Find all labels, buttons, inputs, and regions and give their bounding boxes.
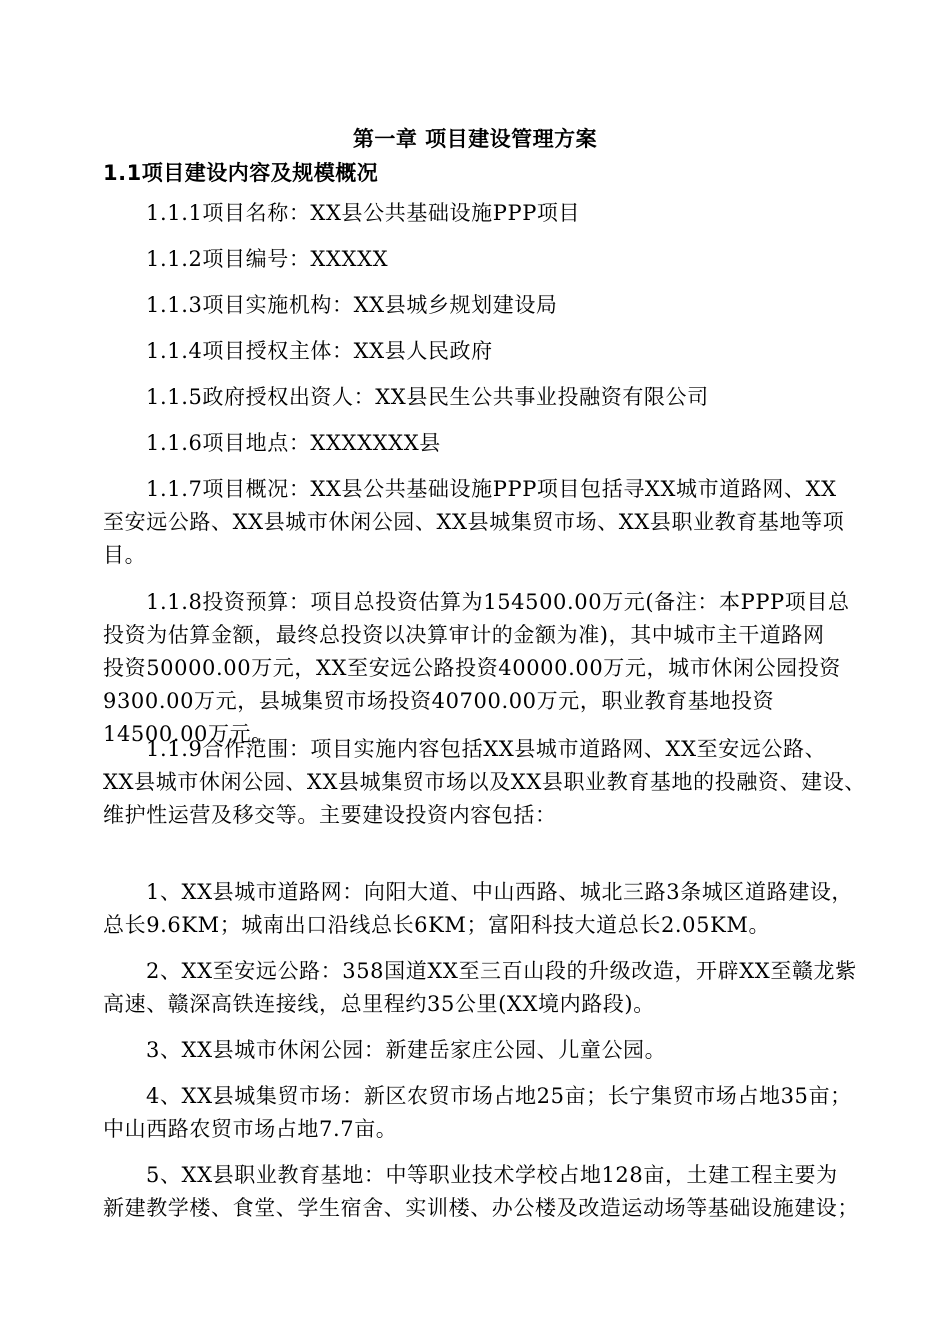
paragraph-line: 1.1.2项目编号：XXXXX — [146, 247, 389, 271]
paragraph-line: 9300.00万元，县城集贸市场投资40700.00万元，职业教育基地投资 — [103, 689, 775, 713]
section-heading: 1.1项目建设内容及规模概况 — [103, 161, 379, 185]
paragraph — [103, 733, 866, 832]
paragraph-line: 1.1.5政府授权出资人：XX县民生公共事业投融资有限公司 — [146, 385, 709, 409]
paragraph — [103, 473, 863, 572]
paragraph-line: 1、XX县城市道路网：向阳大道、中山西路、城北三路3条城区道路建设， — [146, 880, 854, 904]
paragraph — [103, 335, 863, 368]
paragraph — [103, 955, 863, 1021]
paragraph-line: 高速、赣深高铁连接线，总里程约35公里(XX境内路段)。 — [103, 992, 655, 1016]
paragraph — [103, 586, 863, 751]
paragraph — [103, 1080, 863, 1146]
paragraph-line: 1.1.9合作范围：项目实施内容包括XX县城市道路网、XX至安远公路、 — [146, 737, 827, 761]
paragraph-line: 至安远公路、XX县城市休闲公园、XX县城集贸市场、XX县职业教育基地等项 — [103, 510, 845, 534]
paragraph-line: 1.1.4项目授权主体：XX县人民政府 — [146, 339, 493, 363]
paragraph — [103, 876, 863, 942]
paragraph-line: 新建教学楼、食堂、学生宿舍、实训楼、办公楼及改造运动场等基础设施建设； — [103, 1196, 859, 1220]
paragraph-line: 总长9.6KM；城南出口沿线总长6KM；富阳科技大道总长2.05KM。 — [103, 913, 771, 937]
paragraph-line: 1.1.8投资预算：项目总投资估算为154500.00万元(备注：本PPP项目总 — [146, 590, 850, 614]
paragraph-line: 1.1.3项目实施机构：XX县城乡规划建设局 — [146, 293, 558, 317]
paragraph-line: 5、XX县职业教育基地：中等职业技术学校占地128亩，土建工程主要为 — [146, 1163, 838, 1187]
paragraph — [103, 1034, 863, 1067]
paragraph-line: 维护性运营及移交等。主要建设投资内容包括： — [103, 803, 557, 827]
paragraph — [103, 1159, 863, 1225]
paragraph-line: 目。 — [103, 543, 147, 567]
paragraph — [103, 243, 863, 276]
paragraph-line: 4、XX县城集贸市场：新区农贸市场占地25亩；长宁集贸市场占地35亩； — [146, 1084, 852, 1108]
paragraph — [103, 427, 863, 460]
paragraph — [103, 381, 863, 414]
paragraph — [103, 289, 863, 322]
paragraph-line: 1.1.6项目地点：XXXXXXX县 — [146, 431, 441, 455]
chapter-title: 第一章 项目建设管理方案 — [352, 127, 598, 151]
paragraph-line: 投资为估算金额，最终总投资以决算审计的金额为准)，其中城市主干道路网 — [103, 623, 825, 647]
paragraph-line: 14500.00万元。 — [103, 722, 273, 746]
paragraph-line: 1.1.7项目概况：XX县公共基础设施PPP项目包括寻XX城市道路网、XX — [146, 477, 837, 501]
paragraph — [103, 197, 863, 230]
paragraph-line: 投资50000.00万元，XX至安远公路投资40000.00万元，城市休闲公园投资 — [103, 656, 841, 680]
paragraph-line: 中山西路农贸市场占地7.7亩。 — [103, 1117, 398, 1141]
paragraph-line: 2、XX至安远公路：358国道XX至三百山段的升级改造，开辟XX至赣龙紫 — [146, 959, 857, 983]
paragraph-line: 3、XX县城市休闲公园：新建岳家庄公园、儿童公园。 — [146, 1038, 667, 1062]
paragraph-line: XX县城市休闲公园、XX县城集贸市场以及XX县职业教育基地的投融资、建设、 — [103, 770, 866, 794]
paragraph-line: 1.1.1项目名称：XX县公共基础设施PPP项目 — [146, 201, 581, 225]
